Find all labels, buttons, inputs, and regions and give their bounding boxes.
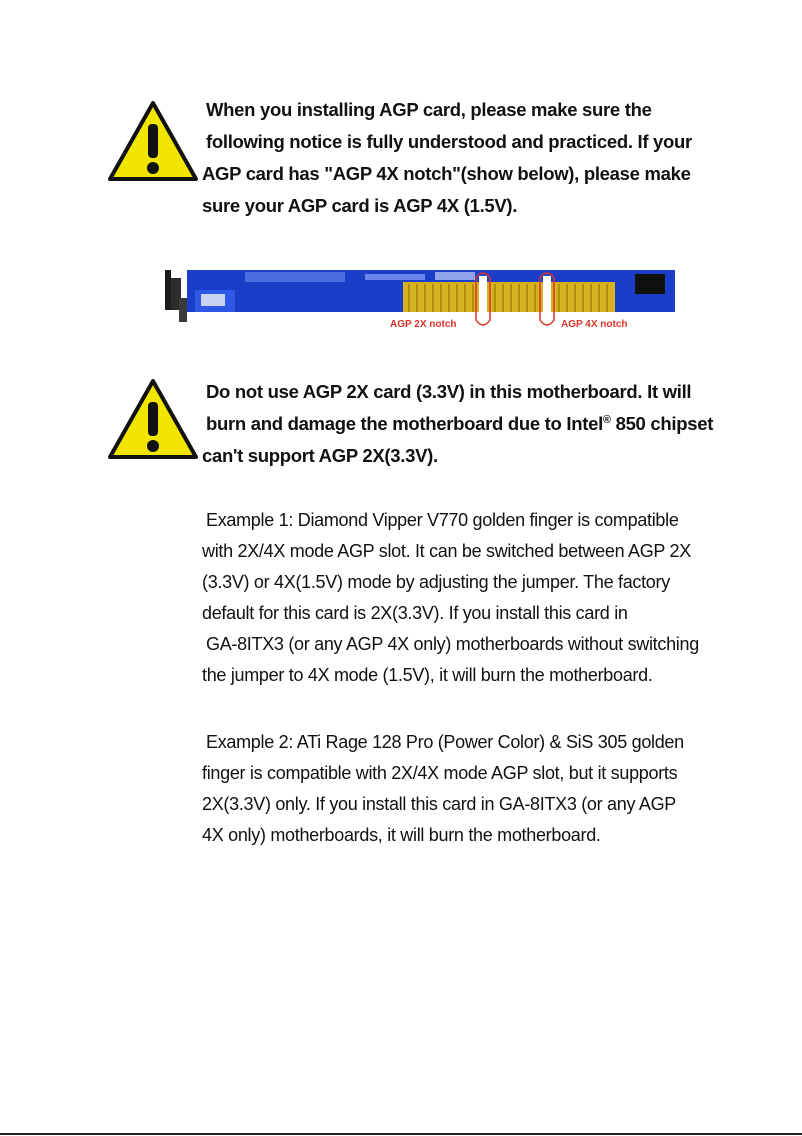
notice-line: can't support AGP 2X(3.3V). — [202, 445, 438, 466]
example-1-paragraph — [202, 505, 722, 691]
warning-triangle-icon — [107, 378, 199, 460]
agp-install-notice — [202, 94, 722, 222]
example-2-paragraph — [202, 727, 722, 851]
example-line: Example 2: ATi Rage 128 Pro (Power Color) & SiS 305 golden — [206, 732, 684, 752]
notice-line: burn and damage the motherboard due to Intel® 850 chipset — [206, 413, 714, 434]
example-line: finger is compatible with 2X/4X mode AGP slot, but it supports — [202, 763, 678, 783]
example-line: 4X only) motherboards, it will burn the motherboard. — [202, 825, 601, 845]
agp-2x-warning — [202, 376, 762, 472]
notice-line: Do not use AGP 2X card (3.3V) in this motherboard. It will — [206, 381, 692, 402]
notice-line: sure your AGP card is AGP 4X (1.5V). — [202, 195, 518, 216]
notice-line: following notice is fully understood and practiced. If your — [206, 131, 692, 152]
example-line: with 2X/4X mode AGP slot. It can be switched between AGP 2X — [202, 541, 691, 561]
example-line: (3.3V) or 4X(1.5V) mode by adjusting the jumper. The factory — [202, 572, 670, 592]
notice-line: When you installing AGP card, please make sure the — [206, 99, 652, 120]
warning-triangle-icon — [107, 100, 199, 182]
agp-card-notch-figure — [165, 268, 677, 330]
agp-2x-notch-label: AGP 2X notch — [390, 319, 457, 330]
example-line: GA-8ITX3 (or any AGP 4X only) motherboards without switching — [206, 634, 699, 654]
page-bottom-rule — [0, 1133, 802, 1135]
example-line: default for this card is 2X(3.3V). If you install this card in — [202, 603, 628, 623]
example-line: 2X(3.3V) only. If you install this card in GA-8ITX3 (or any AGP — [202, 794, 676, 814]
example-line: Example 1: Diamond Vipper V770 golden finger is compatible — [206, 510, 679, 530]
agp-4x-notch-label: AGP 4X notch — [561, 319, 628, 330]
notice-line: AGP card has "AGP 4X notch"(show below), please make — [202, 163, 691, 184]
registered-mark: ® — [602, 414, 611, 426]
example-line: the jumper to 4X mode (1.5V), it will burn the motherboard. — [202, 665, 653, 685]
